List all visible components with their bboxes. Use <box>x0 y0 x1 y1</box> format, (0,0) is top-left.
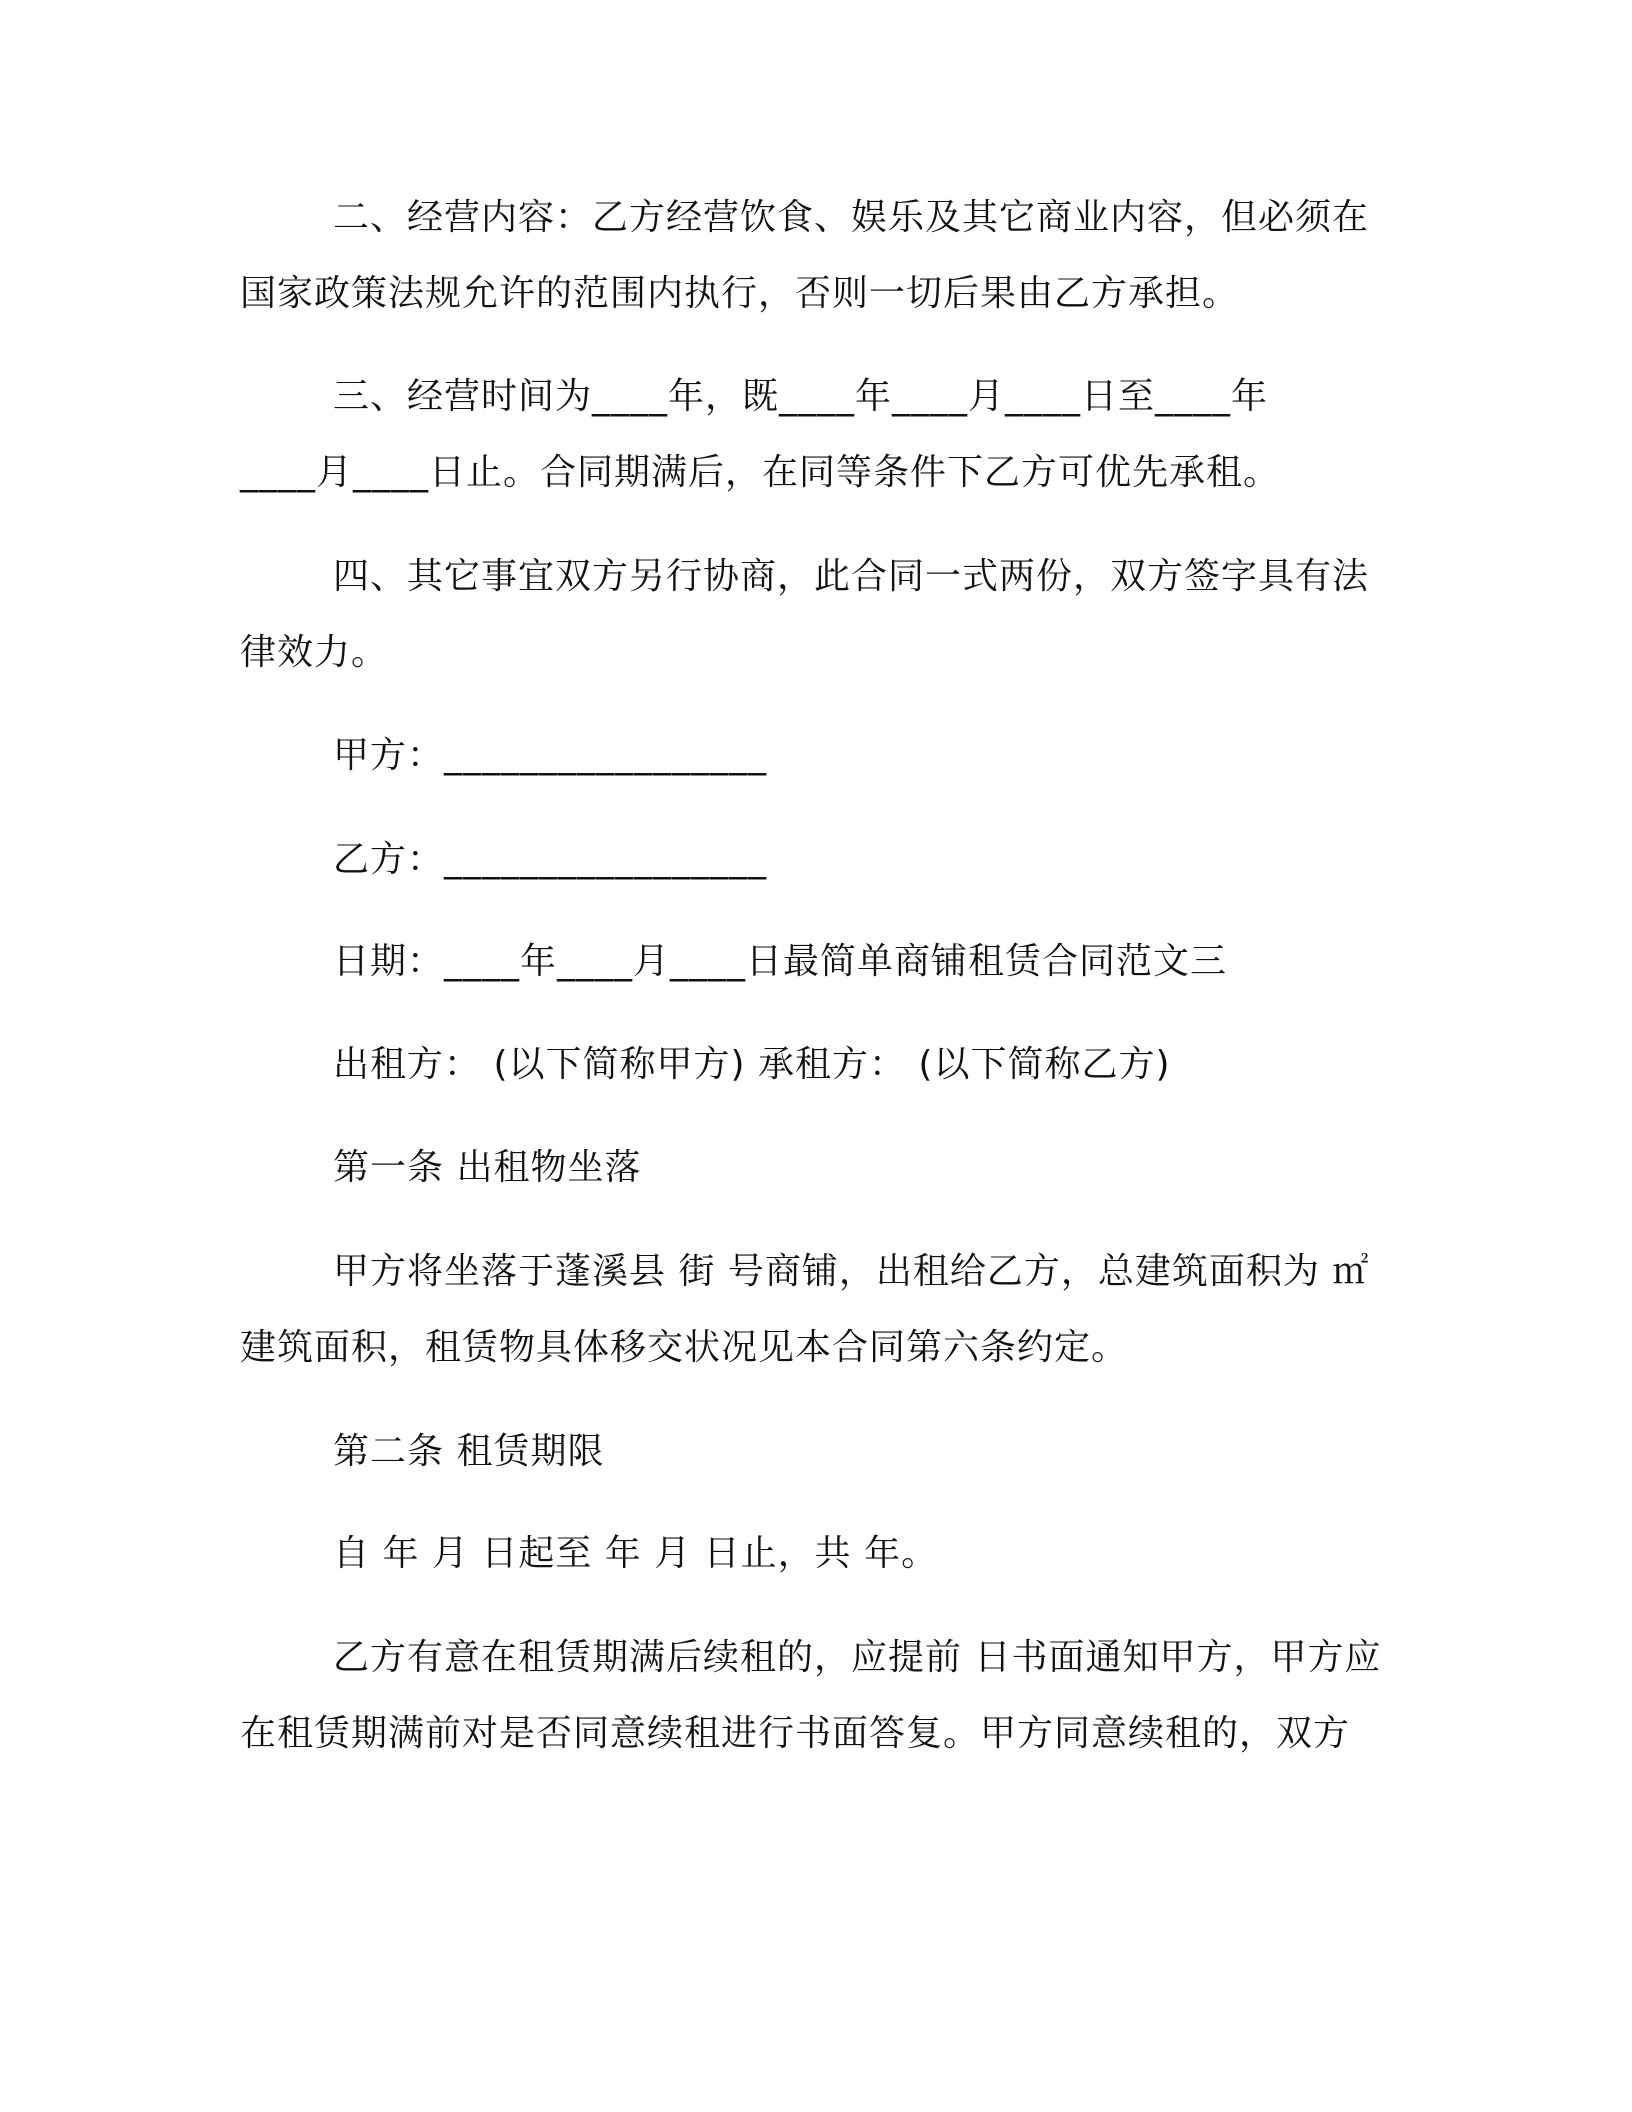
party-a-signature-line: 甲方：_________________ <box>333 735 768 776</box>
date-and-title-line: 日期：____年____月____日最简单商铺租赁合同范文三 <box>333 941 1228 982</box>
article-2-heading: 第二条 租赁期限 <box>333 1431 605 1472</box>
clause-2-line-1: 二、经营内容：乙方经营饮食、娱乐及其它商业内容，但必须在 <box>333 197 1370 238</box>
renewal-line-1: 乙方有意在租赁期满后续租的，应提前 日书面通知甲方，甲方应 <box>333 1637 1382 1678</box>
article-1-line-1: 甲方将坐落于蓬溪县 街 号商铺，出租给乙方，总建筑面积为 ㎡ <box>333 1251 1370 1292</box>
clause-4-line-2: 律效力。 <box>240 632 389 673</box>
clause-3-line-2: ____月____日止。合同期满后，在同等条件下乙方可优先承租。 <box>240 452 1281 493</box>
lessor-lessee-line: 出租方： (以下简称甲方) 承租方： (以下简称乙方) <box>333 1044 1171 1085</box>
renewal-line-2: 在租赁期满前对是否同意续租进行书面答复。甲方同意续租的，双方 <box>240 1713 1351 1754</box>
article-1-line-2: 建筑面积，租赁物具体移交状况见本合同第六条约定。 <box>240 1327 1129 1368</box>
clause-3-line-1: 三、经营时间为____年，既____年____月____日至____年 <box>333 376 1269 417</box>
party-b-signature-line: 乙方：_________________ <box>333 839 768 880</box>
lease-term-line: 自 年 月 日起至 年 月 日止，共 年。 <box>333 1533 939 1574</box>
clause-2-line-2: 国家政策法规允许的范围内执行，否则一切后果由乙方承担。 <box>240 273 1240 314</box>
clause-4-line-1: 四、其它事宜双方另行协商，此合同一式两份，双方签字具有法 <box>333 556 1370 597</box>
article-1-heading: 第一条 出租物坐落 <box>333 1147 642 1188</box>
